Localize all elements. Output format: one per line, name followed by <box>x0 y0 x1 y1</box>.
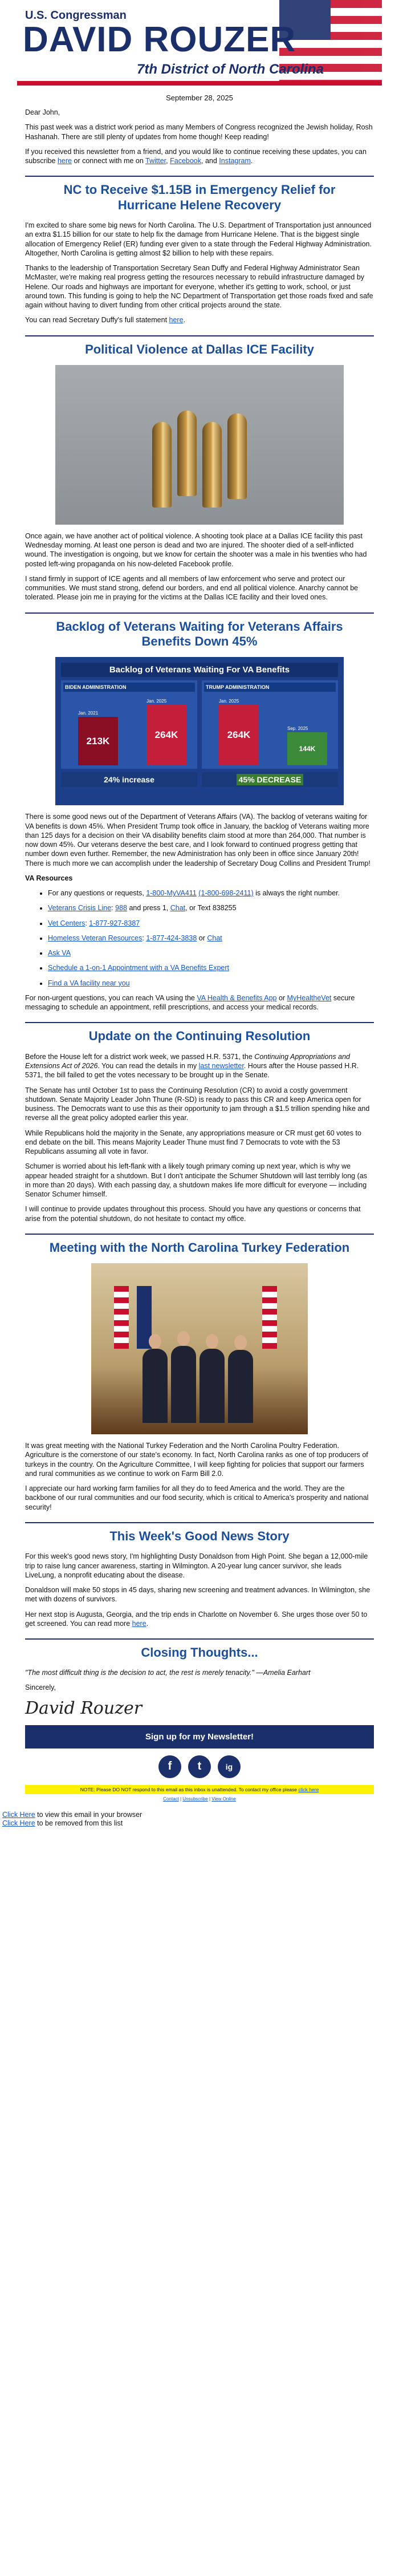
facebook-icon[interactable]: f <box>158 1755 181 1778</box>
view-online-link[interactable]: View Online <box>211 1796 236 1802</box>
vet-centers-phone-link[interactable]: 1-877-927-8387 <box>89 919 140 927</box>
unsubscribe-link[interactable]: Unsubscribe <box>182 1796 208 1802</box>
list-item: • For any questions or requests, 1-800-MyVA411 (1-800-698-2411) is always the right number. <box>48 889 374 898</box>
crisis-chat-link[interactable]: Chat <box>170 904 186 912</box>
cr-p5: I will continue to provide updates throughout this process. Should you have any questions or concerns that arise from the potential shutdown, do not hesitate to contact my office. <box>25 1205 361 1223</box>
va-p-after: For non-urgent questions, you can reach VA using the VA Health & Benefits App or MyHealtheVet secure messaging to schedule an appointment, refill prescriptions, and access your medical records. <box>25 993 355 1012</box>
chart-footer-increase: 24% increase <box>61 772 197 787</box>
divider <box>25 1022 374 1023</box>
section-title-va: Backlog of Veterans Waiting for Veterans Affairs Benefits Down 45% <box>56 619 343 649</box>
myva411-link[interactable]: 1-800-MyVA411 <box>146 889 197 898</box>
closing-title: Closing Thoughts... <box>141 1645 258 1660</box>
va-p1: There is some good news out of the Department of Veterans Affairs (VA). The backlog of veterans waiting for VA benefits is down 45%. When President Trump took office in January, the backlog of Veterans waiting more than 125 days for a decision on their VA disability benefits claim stood at more than 264,000. That number is now down 45%. Our veterans deserve the best care, and I look forward to continued progress getting that number down even further. Remember, the new Administration has only been in office since January 20th! There is much more we can accomplish under the leadership of Secretary Doug Collins and President Trump! <box>25 813 370 867</box>
closing-quote: "The most difficult thing is the decision to act, the rest is merely tenacity." —Amelia Earhart <box>25 1669 311 1677</box>
bar-biden-jan-2021: 213K <box>78 717 118 765</box>
section-title-good-news: This Week's Good News Story <box>109 1528 290 1543</box>
bar-trump-sep-2025: 144K <box>287 732 327 765</box>
cr-p2: The Senate has until October 1st to pass the Continuing Resolution (CR) to avoid a costly government shutdown. Senate Majority Leader John Thune (R-SD) is ready to pass this CR and keep America open for business. The Democrats want to use this as their opportunity to jam through a $1.5 trillion spending hike and reverse all the great policy adopted earlier this year. <box>25 1086 370 1122</box>
intro-p1: This past week was a district work period as many Members of Congress recognized the Jewish holiday, Rosh Hashanah. There are still plenty of updates from home though! Keep reading! <box>25 123 373 141</box>
ask-va-link[interactable]: Ask VA <box>48 949 71 958</box>
crisis-line-link[interactable]: Veterans Crisis Line <box>48 904 112 912</box>
signup-button[interactable]: Sign up for my Newsletter! <box>25 1725 374 1749</box>
good-news-p2: Donaldson will make 50 stops in 45 days, sharing new screening and treatment advances. In Wilmington, she met with dozens of survivors. <box>25 1586 370 1604</box>
homeless-resources-link[interactable]: Homeless Veteran Resources <box>48 934 142 942</box>
divider <box>25 1234 374 1235</box>
good-news-link[interactable]: here <box>132 1619 146 1628</box>
divider <box>25 176 374 177</box>
social-icons <box>17 1755 382 1778</box>
bar-biden-jan-2025: 264K <box>146 705 186 765</box>
twitter-link[interactable]: Twitter <box>145 157 166 165</box>
myva411-number-link[interactable]: (1-800-698-2411) <box>198 889 254 898</box>
panel-label: BIDEN ADMINISTRATION <box>63 683 195 692</box>
twitter-icon[interactable]: t <box>188 1755 211 1778</box>
list-item <box>48 963 374 972</box>
ice-p2: I stand firmly in support of ICE agents and all members of law enforcement who serve and protect our communities. We must stand strong, defend our borders, and end all political violence. Anarchy cannot be tolerated. Please join me in praying for the victims at the Dallas ICE facility and their loved ones. <box>25 574 359 602</box>
hurricane-p3: You can read Secretary Duffy's full statement here. <box>25 316 186 324</box>
header-name: DAVID ROUZER <box>23 20 296 59</box>
remove-list-link[interactable]: Click Here <box>2 1819 35 1828</box>
tick-biden-jan-2025: Jan. 2025 <box>146 699 167 704</box>
vet-centers-link[interactable]: Vet Centers <box>48 919 85 927</box>
turkey-p1: It was great meeting with the National Turkey Federation and the North Carolina Poultry Federation. Agriculture is the cornerstone of our state's economy. In fact, North Carolina ranks as one of top producers of turkeys in the country. On the Agriculture Committee, I will keep fighting for policies that support our farmers and rural communities as we continue to work on Farm Bill 2.0. <box>25 1442 368 1478</box>
homeless-chat-link[interactable]: Chat <box>207 934 222 942</box>
header-banner <box>17 0 382 86</box>
footer-note: NOTE: Please DO NOT respond to this email as this inbox is unattended. To contact my office please click here <box>25 1785 374 1794</box>
find-facility-link[interactable]: Find a VA facility near you <box>48 979 130 987</box>
contact-link[interactable]: Contact <box>163 1796 179 1802</box>
divider <box>25 335 374 336</box>
divider <box>25 1522 374 1523</box>
section-title-ice: Political Violence at Dallas ICE Facility <box>85 342 314 356</box>
bar-trump-jan-2025: 264K <box>219 705 259 765</box>
ice-p1: Once again, we have another act of political violence. A shooting took place at a Dallas ICE facility this past Wednesday morning. At least one person is dead and two are injured. The shooter died of a self-inflicted wound. The investigation is ongoing, but we know for certain the shooter was a male in his twenties who had posted left-wing propaganda on his now-deleted Facebook profile. <box>25 532 367 568</box>
sincerely: Sincerely, <box>25 1683 56 1692</box>
duffy-statement-link[interactable]: here <box>169 316 184 324</box>
turkey-federation-photo <box>91 1263 308 1434</box>
list-item: • Homeless Veteran Resources: 1-877-424-3838 or Chat <box>48 934 374 943</box>
signature: David Rouzer <box>25 1698 142 1718</box>
hurricane-p1: I'm excited to share some big news for North Carolina. The U.S. Department of Transportation just announced an extra $1.15 billion for our state to help fix the damage from Hurricane Helene. That is the biggest single allocation of Emergency Relief (ER) funding ever given to a state through the Federal Highway Administration. Altogether, North Carolina is getting almost $2 billion to help with these repairs. <box>25 221 372 257</box>
header-top-line: U.S. Congressman <box>25 9 127 22</box>
myhealthevet-link[interactable]: MyHealtheVet <box>287 993 332 1002</box>
tick-trump-sep-2025: Sep. 2025 <box>287 726 308 732</box>
intro-p2: If you received this newsletter from a friend, and you would like to continue receiving these updates, you can subscribe here or connect with me on Twitter, Facebook, and Instagram. <box>25 147 367 165</box>
view-browser-link[interactable]: Click Here <box>2 1810 35 1819</box>
good-news-p1: For this week's good news story, I'm highlighting Dusty Donaldson from High Point. She began a 12,000-mile trip to raise lung cancer awareness, starting in Wilmington. A 20-year lung cancer survivor, she leads LiveLung, a nonprofit educating about the disease. <box>25 1552 368 1579</box>
tick-biden-jan-2021: Jan. 2021 <box>78 711 99 716</box>
hurricane-p2: Thanks to the leadership of Transportation Secretary Sean Duffy and Federal Highway Administrator Sean McMaster, we're making real progress getting the resources necessary to rebuild infrastructure damaged by Helene. Our roads and highways are important for everyone, whether it's getting to work, school, or just around town. This funding is going to help the NC Department of Transportation get those roads fixed and safe again without having to divert funding from other critical projects around the state. <box>25 264 373 310</box>
bottom-lines: Click Here to view this email in your browser Click Here to be removed from this list <box>2 1810 142 1828</box>
tick-trump-jan-2025: Jan. 2025 <box>219 699 239 704</box>
facebook-link[interactable]: Facebook <box>170 157 202 165</box>
cr-p1: Before the House left for a district work week, we passed H.R. 5371, the Continuing Appropriations and Extensions Act of 2026. You can read the details in my last newsletter. Hours after the House passed H.R. 5371, the bill failed to get the votes necessary to be brought up in the Senate. <box>25 1052 359 1080</box>
va-app-link[interactable]: VA Health & Benefits App <box>197 993 277 1002</box>
section-title-hurricane: NC to Receive $1.15B in Emergency Relief for Hurricane Helene Recovery <box>63 182 336 212</box>
newsletter-date: September 28, 2025 <box>166 94 233 102</box>
988-link[interactable]: 988 <box>115 904 127 912</box>
last-newsletter-link[interactable]: last newsletter <box>198 1062 244 1070</box>
schedule-appointment-link[interactable]: Schedule a 1-on-1 Appointment with a VA Benefits Expert <box>48 964 230 972</box>
va-resources-title: VA Resources <box>25 874 73 882</box>
cr-p3: While Republicans hold the majority in the Senate, any appropriations measure or CR must get 60 votes to end debate on the bill. This means Majority Leader Thune must find 7 Democrats to vote with the 53 Republicans assuming all vote in favor. <box>25 1129 361 1156</box>
subscribe-link[interactable]: here <box>57 157 72 165</box>
list-item: • Vet Centers: 1-877-927-8387 <box>48 919 374 928</box>
greeting: Dear John, <box>25 108 60 116</box>
contact-office-link[interactable]: click here <box>298 1786 319 1792</box>
cr-p4: Schumer is worried about his left-flank with a likely tough primary coming up next year, which is why we appear headed straight for a shutdown. But I don't anticipate the Schumer Shutdown will last terribly long (as in more than 20 days). With each passing day, a shutdown makes life more difficult for everyone — including Senator Schumer himself. <box>25 1162 367 1199</box>
instagram-link[interactable]: Instagram <box>219 157 251 165</box>
chart-title: Backlog of Veterans Waiting For VA Benefits <box>61 663 338 677</box>
footer-links: Contact | Unsubscribe | View Online <box>163 1796 236 1802</box>
list-item <box>48 948 374 958</box>
header-district: 7th District of North Carolina <box>137 62 324 77</box>
panel-label: TRUMP ADMINISTRATION <box>204 683 336 692</box>
list-item: • Veterans Crisis Line: 988 and press 1, Chat, or Text 838255 <box>48 903 374 912</box>
va-backlog-chart <box>55 657 344 805</box>
va-resources-list <box>36 889 374 988</box>
instagram-icon[interactable]: ig <box>218 1755 241 1778</box>
newsletter <box>17 0 382 1811</box>
divider <box>25 1638 374 1640</box>
chart-panel-biden <box>61 680 197 769</box>
chart-footer-decrease: 45% DECREASE <box>237 774 304 785</box>
list-item <box>48 979 374 988</box>
good-news-p3: Her next stop is Augusta, Georgia, and the trip ends in Charlotte on November 6. She urges those over 50 to get screened. You can read more here. <box>25 1610 368 1628</box>
turkey-p2: I appreciate our hard working farm families for all they do to feed America and the world. They are the backbone of our rural communities and our food security, which is critical to America's prosperity and national security! <box>25 1484 369 1511</box>
homeless-phone-link[interactable]: 1-877-424-3838 <box>146 934 197 942</box>
ammunition-photo <box>55 365 344 525</box>
chart-panel-trump <box>202 680 338 769</box>
divider <box>25 612 374 614</box>
section-title-cr: Update on the Continuing Resolution <box>88 1029 311 1044</box>
section-title-turkey: Meeting with the North Carolina Turkey Federation <box>49 1240 350 1255</box>
